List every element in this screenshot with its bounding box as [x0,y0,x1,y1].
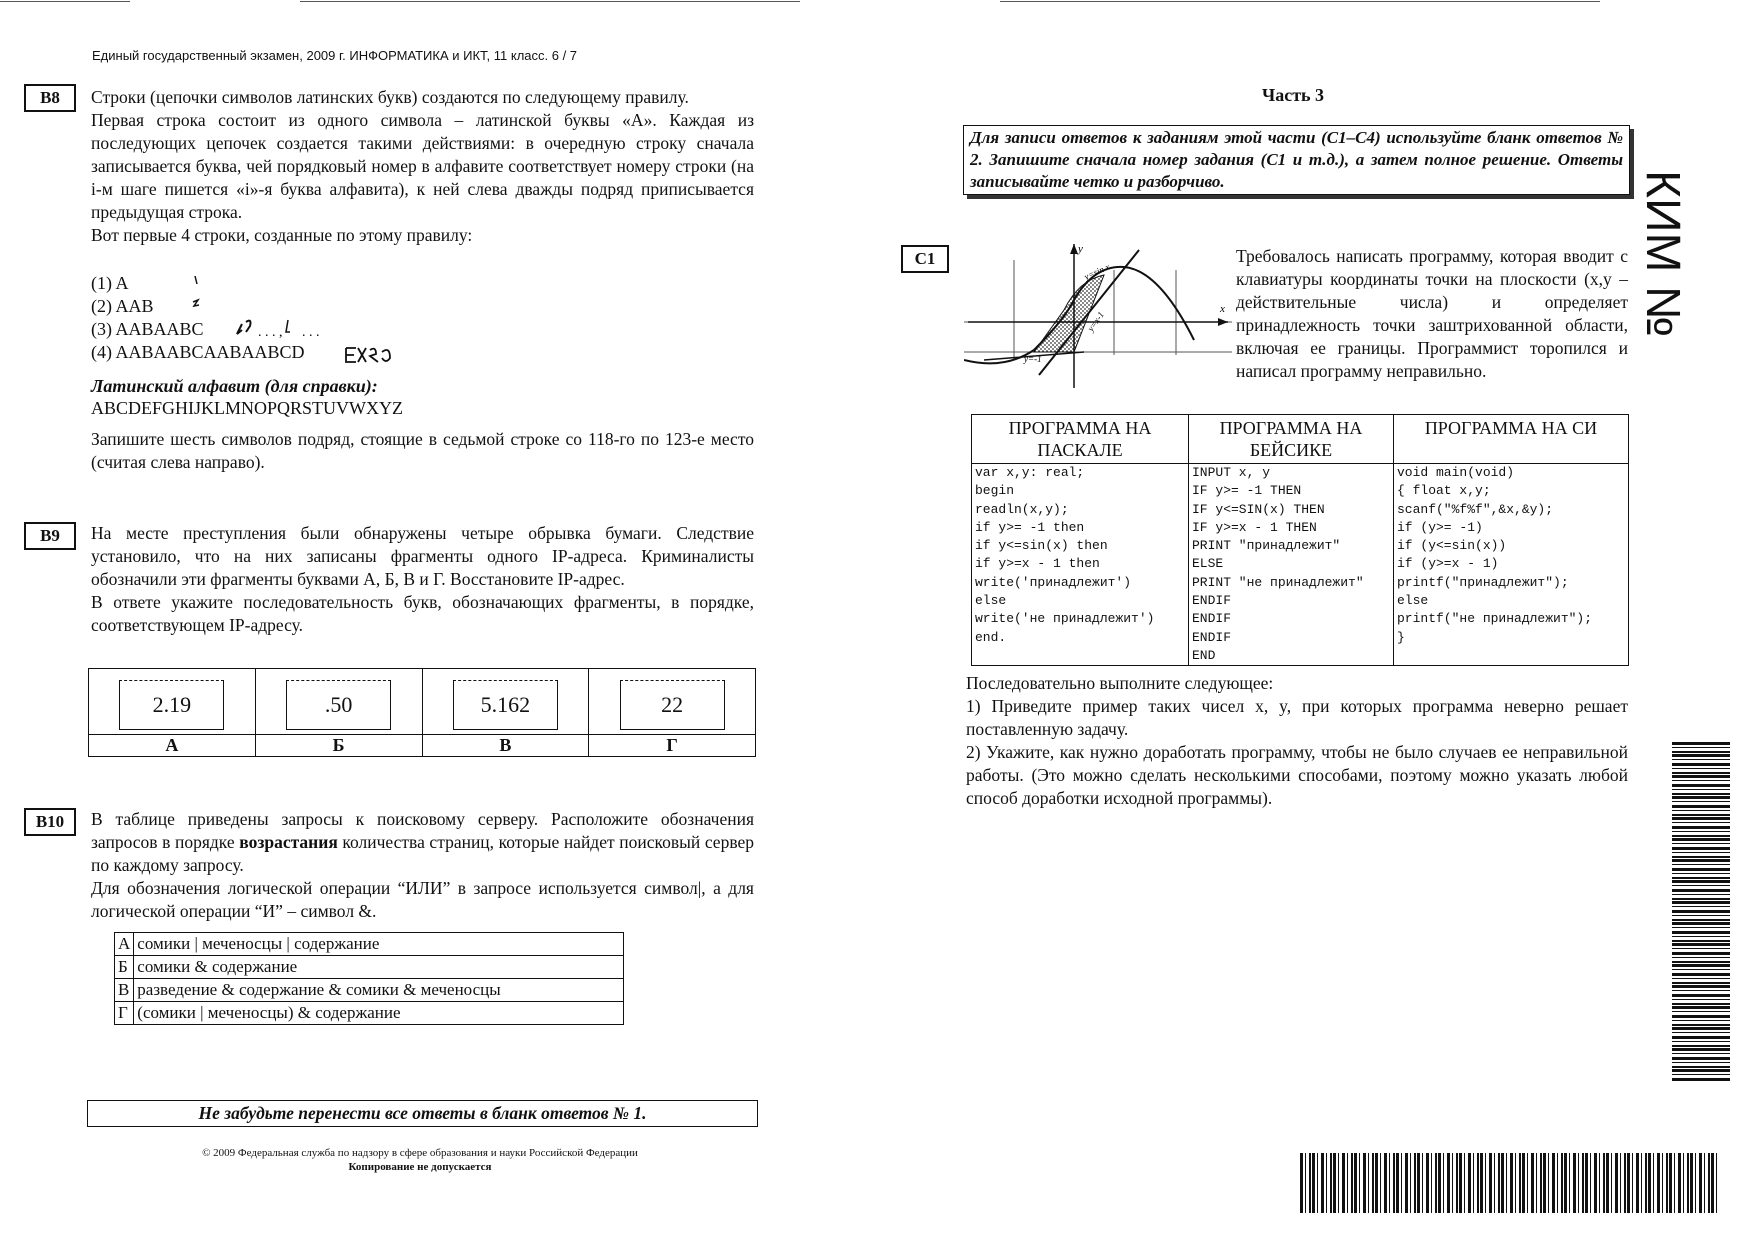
query-key: А [115,933,134,956]
fragment-paper [119,680,224,730]
graph-label-neg: y=-1 [1024,354,1042,364]
fragment-value: .50 [324,691,353,717]
query-key: В [115,979,134,1002]
code-c [1394,464,1629,666]
code-line: else [1397,593,1429,609]
footer-no-copy: Копирование не допускается [348,1161,492,1173]
b9-fragments-table [88,668,756,757]
code-line: PRINT "принадлежит" [1192,538,1341,554]
b8-row-4: (4) AABAABCAABAABCD [91,342,305,362]
b8-alphabet-title: Латинский алфавит (для справки): [91,376,378,396]
code-line: else [975,593,1007,609]
barcode-horizontal [1300,1153,1720,1213]
code-pascal [972,464,1189,666]
part3-instructions [963,125,1630,195]
code-line: void main(void) [1397,465,1515,480]
b8-row-3: (3) AABAABC [91,319,204,339]
code-line: ENDIF [1192,611,1232,627]
code-line: if y>= -1 then [975,519,1085,535]
code-line: var x,y: real; [975,465,1085,480]
code-header-pascal: ПРОГРАММА НА ПАСКАЛЕ [972,415,1189,464]
b10-text [91,808,754,923]
fragment-paper [620,680,725,730]
graph-label-sin: y=sin x [1082,261,1112,282]
kim-label [1636,170,1689,338]
footer [150,1146,690,1174]
code-line: end. [975,629,1007,645]
b8-row-1: (1) A [91,273,129,293]
code-line: readln(x,y); [975,501,1069,517]
code-line: IF y>= -1 THEN [1192,483,1302,499]
handwritten-marks [190,272,400,364]
query-text: разведение & содержание & сомики & меченосцы [134,979,624,1002]
code-header-c: ПРОГРАММА НА СИ [1394,415,1629,464]
b9-paragraph-2: В ответе укажите последовательность букв, обозначающих фрагменты, в порядке, соответствующем IP-адресу. [91,592,754,635]
code-header-basic: ПРОГРАММА НА БЕЙСИКЕ [1189,415,1394,464]
query-text: сомики | меченосцы | содержание [134,933,624,956]
part3-title: Часть 3 [1262,85,1325,105]
part3-instructions-text: Для записи ответов к заданиям этой части (С1–С4) используйте бланк ответов № 2. Запишите сначала номер задания (С1 и т.д.), а затем полное решение. Ответы записывайте четко и разборчиво. [970,128,1623,191]
fragment-value: 5.162 [480,691,531,717]
footer-copyright: © 2009 Федеральная служба по надзору в сфере образования и науки Российской Федерации [202,1147,638,1159]
graph-label-y: y [1078,243,1083,255]
b8-text [91,86,754,247]
code-line: IF y>=x - 1 THEN [1192,519,1317,535]
fragment-paper [453,680,558,730]
code-basic [1189,464,1394,666]
b10-p1-a: В таблице приведены запросы к поисковому серверу. Расположите обозначения запросов в порядке [91,809,754,852]
task-label-b9: B9 [24,522,76,550]
fragment-cell [89,669,256,735]
query-key: Б [115,956,134,979]
code-line: INPUT x, y [1192,465,1271,480]
reminder-text: Не забудьте перенести все ответы в бланк ответов № 1. [198,1103,647,1123]
code-line: scanf("%f%f",&x,&y); [1397,501,1554,517]
code-line: write('принадлежит') [975,574,1132,590]
code-line: if y<=sin(x) then [975,538,1108,554]
b8-paragraph-3: Вот первые 4 строки, созданные по этому правилу: [91,225,473,245]
c1-graph [964,240,1232,390]
c1-question-1: 1) Приведите пример таких чисел x, y, при которых программа неверно решает поставленную задачу. [966,696,1628,739]
code-line: if (y<=sin(x)) [1397,538,1507,554]
reminder-box [87,1100,758,1127]
code-line: { float x,y; [1397,483,1491,499]
graph-label-x: x [1220,303,1225,315]
barcode-vertical [1672,742,1730,1082]
fragment-value: 22 [661,691,684,717]
task-label-b10: B10 [24,808,76,836]
table-row [115,1002,624,1025]
code-line: printf("принадлежит"); [1397,574,1569,590]
code-line: ENDIF [1192,629,1232,645]
b10-paragraph-2: Для обозначения логической операции “ИЛИ” в запросе используется символ|, а для логической операции “И” – символ &. [91,878,754,921]
c1-question-2: 2) Укажите, как нужно доработать программу, чтобы не было случаев ее неправильной работы. (Это можно сделать несколькими способами, поэтому можно указать любой способ доработки исходной программы). [966,742,1628,808]
c1-intro: Требовалось написать программу, которая вводит с клавиатуры координаты точки на плоскости (x,y – действительные числа) и определяет принадлежность точки заштрихованной области, включая ее границы. Программист торопился и написал программу неправильно. [1236,246,1628,381]
code-line: begin [975,483,1015,499]
query-text: (сомики | меченосцы) & содержание [134,1002,624,1025]
table-row [115,933,624,956]
fragment-cell [589,669,756,735]
code-line: PRINT "не принадлежит" [1192,574,1364,590]
b8-paragraph-2: Первая строка состоит из одного символа – латинской буквы «А». Каждая из последующих цепочек создается такими действиями: в очередную строку сначала записывается буква, чей порядковый номер в алфавите соответствует номеру строки (на i-м шаге пишется «i»-я буква алфавита), к ней слева дважды подряд приписывается предыдущая строка. [91,110,754,222]
code-line: write('не принадлежит') [975,611,1155,627]
fragment-paper [286,680,391,730]
b10-p1-b: количества страниц, которые найдет поисковый сервер по каждому запросу. [91,832,754,875]
fragment-letter: Г [589,735,756,757]
b8-row-2: (2) AAB [91,296,154,316]
code-line: ENDIF [1192,593,1232,609]
fragment-value: 2.19 [152,691,192,717]
query-key: Г [115,1002,134,1025]
task-label-b8: B8 [24,84,76,112]
graph-label-line: y=x-1 [1085,309,1107,334]
b8-alphabet: ABCDEFGHIJKLMNOPQRSTUVWXYZ [91,398,404,418]
code-line: END [1192,647,1216,663]
c1-tasks [966,672,1628,810]
fragment-letter: Б [255,735,422,757]
table-row [115,956,624,979]
code-line: ELSE [1192,556,1224,572]
task-label-c1: C1 [901,245,949,273]
c1-code-table [971,414,1629,666]
kim-text: КИМ № [1636,170,1689,338]
fragment-letter: В [422,735,589,757]
fragment-letter: А [89,735,256,757]
code-line: IF y<=SIN(x) THEN [1192,501,1325,517]
query-text: сомики & содержание [134,956,624,979]
table-row [115,979,624,1002]
b10-p1-bold: возрастания [239,832,338,852]
c1-after: Последовательно выполните следующее: [966,673,1274,693]
code-line: if (y>= -1) [1397,519,1483,535]
code-line: printf("не принадлежит"); [1397,611,1593,627]
page-header: Единый государственный экзамен, 2009 г. ИНФОРМАТИКА и ИКТ, 11 класс. 6 / 7 [92,48,578,63]
b9-paragraph-1: На месте преступления были обнаружены четыре обрывка бумаги. Следствие установило, что на них записаны фрагменты одного IP-адреса. Криминалисты обозначили эти фрагменты буквами А, Б, В и Г. Восстановите IP-адрес. [91,523,754,589]
code-line: if (y>=x - 1) [1397,556,1499,572]
code-line: if y>=x - 1 then [975,556,1100,572]
b10-paragraph-1 [91,808,754,877]
code-line: } [1397,629,1405,645]
fragment-cell [255,669,422,735]
b8-paragraph-1: Строки (цепочки символов латинских букв) создаются по следующему правилу. [91,87,689,107]
svg-text:. . .: . . . [302,325,320,340]
svg-text:. . . ,: . . . , [258,325,283,340]
fragment-cell [422,669,589,735]
b10-query-table [114,932,624,1025]
b8-question: Запишите шесть символов подряд, стоящие в седьмой строке со 118-го по 123-е место (считая слева направо). [91,429,754,472]
b9-text [91,522,754,637]
